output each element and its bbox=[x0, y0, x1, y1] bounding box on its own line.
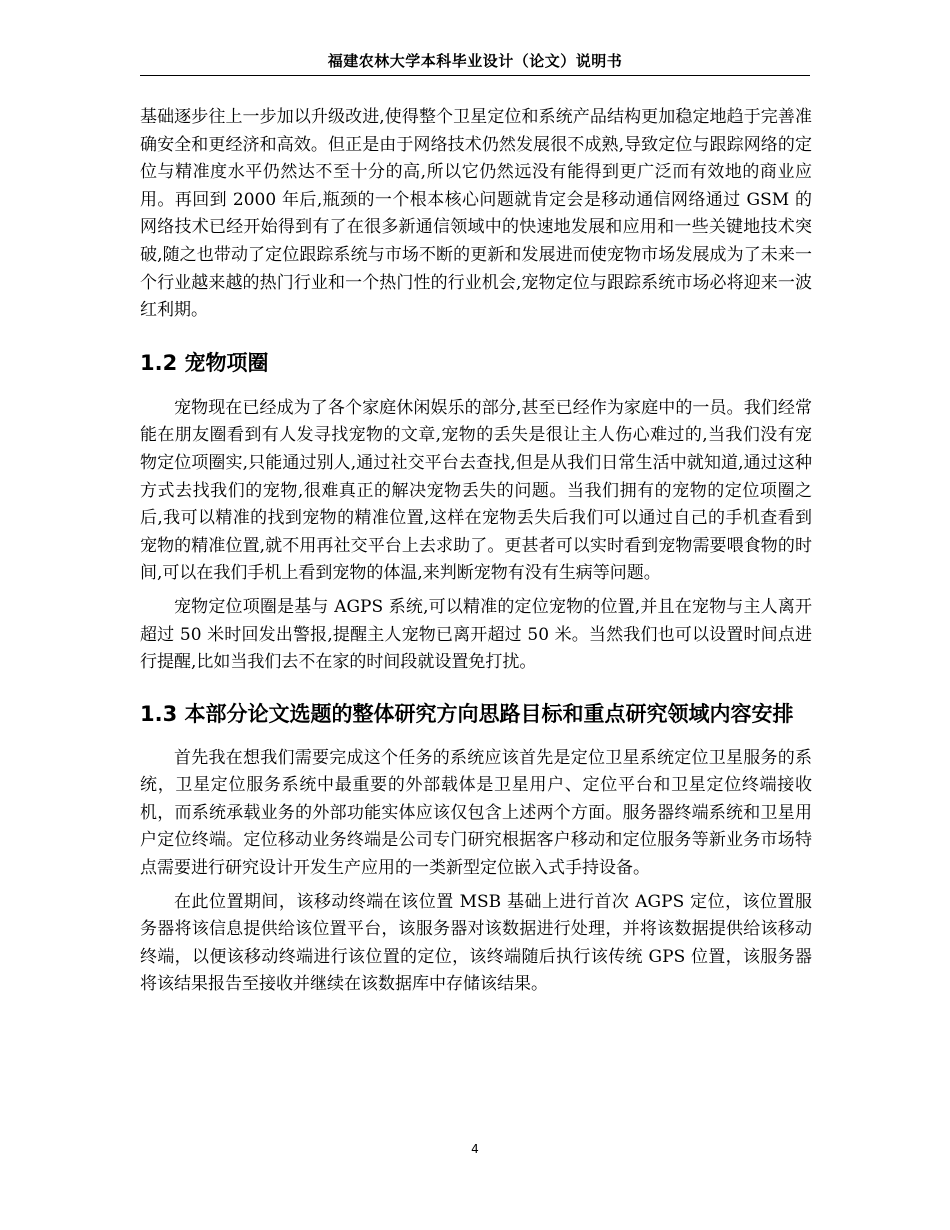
section-heading-1-3: 1.3 本部分论文选题的整体研究方向思路目标和重点研究领域内容安排 bbox=[140, 701, 794, 726]
section-heading-1-2: 1.2 宠物项圈 bbox=[140, 350, 269, 375]
page-number: 4 bbox=[471, 1142, 479, 1156]
section-1-2-paragraph-2: 宠物定位项圈是基与 AGPS 系统,可以精准的定位宠物的位置,并且在宠物与主人离开超过 50 米时回发出警报,提醒主人宠物已离开超过 50 米。当然我们也可以设置时间点进行提醒,比如当我们去不在家的时间段就设置免打扰。 bbox=[140, 596, 812, 673]
running-header bbox=[140, 50, 810, 76]
page-footer bbox=[0, 1141, 950, 1157]
section-1-2-paragraph-1: 宠物现在已经成为了各个家庭休闲娱乐的部分,甚至已经作为家庭中的一员。我们经常能在朋友圈看到有人发寻找宠物的文章,宠物的丢失是很让主人伤心难过的,当我们没有宠物定位项圈实,只能通过别人,通过社交平台去查找,但是从我们日常生活中就知道,通过这种方式去找我们的宠物,很难真正的解决宠物丢失的问题。当我们拥有的宠物的定位项圈之后,我可以精准的找到宠物的精准位置,这样在宠物丢失后我们可以通过自己的手机查看到宠物的精准位置,就不用再社交平台上去求助了。更甚者可以实时看到宠物需要喂食物的时间,可以在我们手机上看到宠物的体温,来判断宠物有没有生病等问题。 bbox=[140, 397, 812, 584]
section-1-3-paragraph-2: 在此位置期间，该移动终端在该位置 MSB 基础上进行首次 AGPS 定位，该位置服务器将该信息提供给该位置平台，该服务器对该数据进行处理，并将该数据提供给该移动终端，以便该移动终端进行该位置的定位，该终端随后执行该传统 GPS 位置，该服务器将该结果报告至接收并继续在该数据库中存储该结果。 bbox=[140, 891, 812, 995]
header-title: 福建农林大学本科毕业设计（论文）说明书 bbox=[327, 52, 623, 70]
intro-paragraph: 基础逐步往上一步加以升级改进,使得整个卫星定位和系统产品结构更加稳定地趋于完善准确安全和更经济和高效。但正是由于网络技术仍然发展很不成熟,导致定位与跟踪网络的定位与精准度水平仍然达不至十分的高,所以它仍然远没有能得到更广泛而有效地的商业应用。再回到 2000 年后,瓶颈的一个根本核心问题就肯定会是移动通信网络通过 GSM 的网络技术已经开始得到有了在很多新通信领域中的快速地发展和应用和一些关键地技术突破,随之也带动了定位跟踪系统与市场不断的更新和发展进而使宠物市场发展成为了未来一个行业越来越的热门行业和一个热门性的行业机会,宠物定位与跟踪系统市场必将迎来一波红利期。 bbox=[140, 107, 812, 321]
page-body bbox=[140, 104, 812, 999]
section-1-3-paragraph-1: 首先我在想我们需要完成这个任务的系统应该首先是定位卫星系统定位卫星服务的系统，卫星定位服务系统中最重要的外部载体是卫星用户、定位平台和卫星定位终端接收机，而系统承载业务的外部功能实体应该仅包含上述两个方面。服务器终端系统和卫星用户定位终端。定位移动业务终端是公司专门研究根据客户移动和定位服务等新业务市场特点需要进行研究设计开发生产应用的一类新型定位嵌入式手持设备。 bbox=[140, 747, 812, 879]
